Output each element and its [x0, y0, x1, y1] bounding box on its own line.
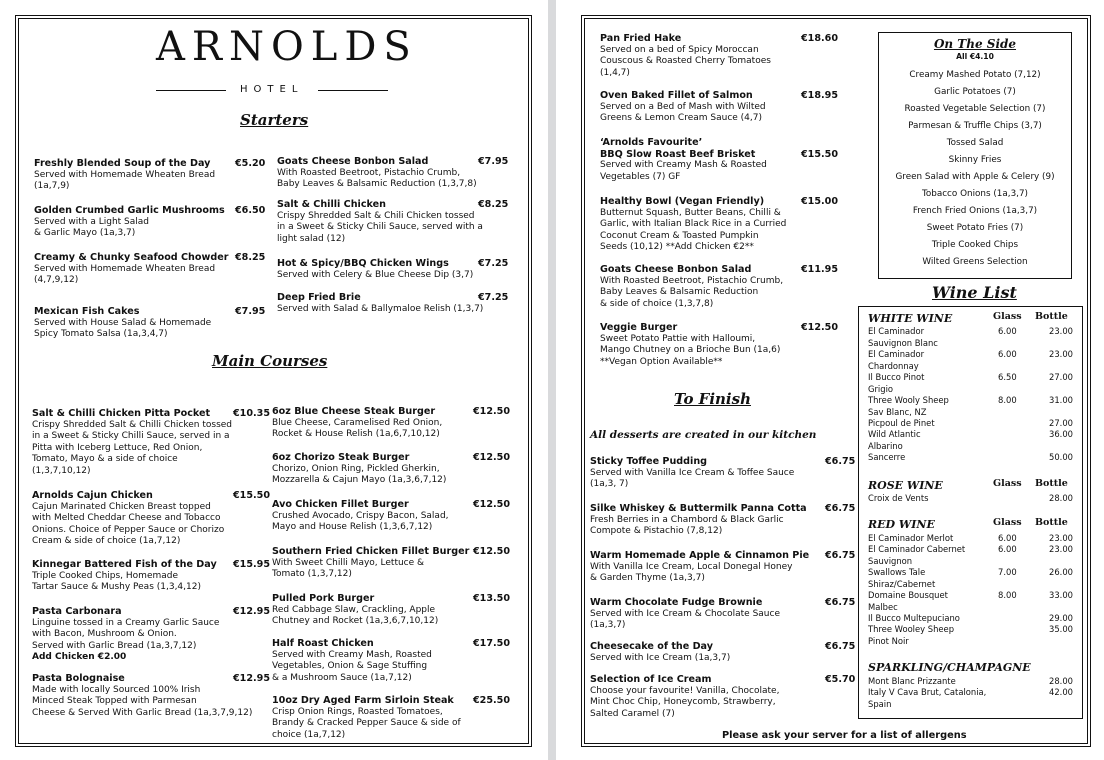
menu-item [600, 137, 841, 183]
side-dish-item: Roasted Vegetable Selection (7) [904, 104, 1046, 114]
menu-item [590, 550, 865, 585]
item-name: Salt & Chilli Chicken [277, 199, 386, 210]
item-price: €5.20 [235, 158, 266, 169]
wine-name: Swallows Tale Shiraz/Cabernet [868, 567, 936, 589]
item-price: €7.25 [478, 258, 509, 269]
item-description: Blue Cheese, Caramelised Red Onion, Rocket & House Relish (1a,6,7,10,12) [272, 417, 443, 440]
item-name: Half Roast Chicken [272, 638, 374, 649]
item-price: €8.25 [235, 252, 266, 263]
item-price: €15.00 [801, 196, 839, 207]
item-price: €12.50 [473, 406, 511, 417]
menu-item [277, 258, 518, 281]
menu-item [32, 490, 273, 548]
menu-item [600, 264, 841, 310]
item-name: Creamy & Chunky Seafood Chowder [34, 252, 229, 263]
item-price: €12.95 [233, 606, 271, 617]
side-dish-item: Wilted Greens Selection [922, 257, 1028, 267]
item-description: Crispy Shredded Salt & Chili Chicken tossed in a Sweet & Sticky Chili Sauce, served with a light salad (12) [277, 210, 483, 244]
allergens-note: Please ask your server for a list of allergens [722, 730, 967, 741]
item-price: €6.75 [825, 597, 856, 608]
item-price: €6.75 [825, 456, 856, 467]
wine-bottle-price: 29.00 [1049, 613, 1073, 623]
item-description: Served with Homemade Wheaten Bread (4,7,9,12) [34, 263, 216, 286]
glass-column-header: Glass [993, 517, 1022, 528]
item-price: €6.75 [825, 641, 856, 652]
item-description: Red Cabbage Slaw, Crackling, Apple Chutney and Rocket (1a,3,6,7,10,12) [272, 604, 439, 627]
menu-item [32, 606, 273, 664]
menu-item [600, 196, 841, 254]
hotel-subtitle: HOTEL [240, 84, 304, 95]
item-description: Crushed Avocado, Crispy Bacon, Salad, Mayo and House Relish (1,3,6,7,12) [272, 510, 449, 533]
item-name: Pulled Pork Burger [272, 593, 375, 604]
item-name: Goats Cheese Bonbon Salad [277, 156, 429, 167]
menu-item [600, 90, 841, 125]
item-price: €6.75 [825, 503, 856, 514]
item-name: Oven Baked Fillet of Salmon [600, 90, 753, 101]
item-name: Kinnegar Battered Fish of the Day [32, 559, 217, 570]
item-price: €18.60 [801, 33, 839, 44]
wine-glass-price: 8.00 [998, 590, 1017, 600]
wine-row [868, 452, 1073, 464]
wine-name: Three Wooley Sheep Pinot Noir [868, 624, 955, 646]
wine-bottle-price: 23.00 [1049, 349, 1073, 359]
item-description: Chorizo, Onion Ring, Pickled Gherkin, Mozzarella & Cajun Mayo (1a,3,6,7,12) [272, 463, 447, 486]
wine-name: Il Bucco Multepuciano [868, 613, 960, 623]
item-price: €8.25 [478, 199, 509, 210]
item-description: Cajun Marinated Chicken Breast topped with Melted Cheddar Cheese and Tobacco Onions. Choice of Pepper Sauce or Chorizo Cream & side of choice (1a,7,12) [32, 501, 225, 547]
menu-item [277, 199, 518, 245]
item-description: Linguine tossed in a Creamy Garlic Sauce with Bacon, Mushroom & Onion. Served with Garlic Bread (1a,3,7,12) [32, 617, 220, 651]
item-description: Served with a Light Salad & Garlic Mayo (1a,3,7) [34, 216, 149, 239]
section-title-main-courses: Main Courses [212, 352, 328, 370]
wine-bottle-price: 35.00 [1049, 624, 1073, 634]
glass-column-header: Glass [993, 478, 1022, 489]
menu-item [600, 33, 841, 79]
item-name: Salt & Chilli Chicken Pitta Pocket [32, 408, 211, 419]
item-name: Sticky Toffee Pudding [590, 456, 708, 467]
item-description: Served with Salad & Ballymaloe Relish (1,3,7) [277, 303, 484, 314]
wine-bottle-price: 26.00 [1049, 567, 1073, 577]
item-extra: Add Chicken €2.00 [32, 652, 127, 663]
wine-row [868, 372, 1073, 395]
item-price: €15.50 [233, 490, 271, 501]
menu-page-left [0, 0, 548, 760]
wine-name: Sancerre [868, 452, 906, 462]
wine-bottle-price: 31.00 [1049, 395, 1073, 405]
wine-row [868, 624, 1073, 647]
wine-name: Domaine Bousquet Malbec [868, 590, 948, 612]
menu-item [32, 408, 273, 478]
item-price: €11.95 [801, 264, 839, 275]
item-description: Crispy Shredded Salt & Chilli Chicken tossed in a Sweet & Sticky Chilli Sauce, served in a Pitta with Iceberg Lettuce, Red Onion, Tomato, Mayo & a side of choice (1,3,7,10,12) [32, 419, 233, 476]
wine-name: El Caminador Chardonnay [868, 349, 925, 371]
item-name: Hot & Spicy/BBQ Chicken Wings [277, 258, 449, 269]
item-description: Served with Celery & Blue Cheese Dip (3,7) [277, 269, 474, 280]
menu-page-right [556, 0, 1104, 760]
item-description: Served with Creamy Mash & Roasted Vegetables (7) GF [600, 160, 767, 182]
item-price: €6.75 [825, 550, 856, 561]
item-description: With Roasted Beetroot, Pistachio Crumb, Baby Leaves & Balsamic Reduction (1,3,7,8) [277, 167, 477, 190]
menu-item [590, 597, 865, 632]
wine-row [868, 590, 1073, 613]
wine-section-title: RED WINE [868, 518, 935, 531]
wine-name: El Caminador Cabernet Sauvignon [868, 544, 966, 566]
section-title-to-finish: To Finish [674, 390, 751, 408]
side-dish-item: Tobacco Onions (1a,3,7) [921, 189, 1028, 199]
item-name: Warm Chocolate Fudge Brownie [590, 597, 763, 608]
sides-price: All €4.10 [956, 52, 994, 61]
wine-name: El Caminador Merlot [868, 533, 954, 543]
item-description: Served with Creamy Mash, Roasted Vegetables, Onion & Sage Stuffing & a Mushroom Sauce (1a,7,12) [272, 649, 432, 683]
menu-item [34, 158, 275, 193]
item-price: €12.95 [233, 673, 271, 684]
wine-list-title: Wine List [932, 283, 1017, 302]
wine-glass-price: 6.00 [998, 544, 1017, 554]
wine-section-title: SPARKLING/CHAMPAGNE [868, 661, 1031, 674]
item-description: Made with locally Sourced 100% Irish Minced Steak Topped with Parmesan Cheese & Served With Garlic Bread (1a,3,7,9,12) [32, 684, 253, 718]
item-price: €25.50 [473, 695, 511, 706]
wine-name: Three Wooly Sheep Sav Blanc, NZ [868, 395, 949, 417]
item-description: Sweet Potato Pattie with Halloumi, Mango Chutney on a Brioche Bun (1a,6) **Vegan Option Available** [600, 333, 781, 367]
wine-name: Italy V Cava Brut, Catalonia, Spain [868, 687, 987, 709]
side-dish-item: Tossed Salad [946, 138, 1004, 148]
item-description: Served with House Salad & Homemade Spicy Tomato Salsa (1a,3,4,7) [34, 317, 212, 340]
wine-bottle-price: 28.00 [1049, 493, 1073, 503]
item-name: Freshly Blended Soup of the Day [34, 158, 211, 169]
section-title-starters: Starters [240, 111, 309, 129]
wine-row [868, 395, 1073, 418]
item-price: €17.50 [473, 638, 511, 649]
wine-row [868, 676, 1073, 688]
item-price: €7.95 [235, 306, 266, 317]
wine-row [868, 544, 1073, 567]
wine-bottle-price: 28.00 [1049, 676, 1073, 686]
item-name: Selection of Ice Cream [590, 674, 712, 685]
item-description: With Sweet Chilli Mayo, Lettuce & Tomato (1,3,7,12) [272, 557, 425, 580]
item-price: €7.95 [478, 156, 509, 167]
item-price: €12.50 [473, 452, 511, 463]
item-name: Mexican Fish Cakes [34, 306, 140, 317]
item-price: €18.95 [801, 90, 839, 101]
menu-item [32, 559, 273, 594]
wine-bottle-price: 27.00 [1049, 372, 1073, 382]
side-dish-item: Garlic Potatoes (7) [934, 87, 1016, 97]
wine-name: Croix de Vents [868, 493, 929, 503]
menu-item [272, 499, 513, 534]
wine-name: Picpoul de Pinet [868, 418, 935, 428]
menu-item [590, 503, 865, 538]
item-price: €5.70 [825, 674, 856, 685]
wine-glass-price: 8.00 [998, 395, 1017, 405]
wine-bottle-price: 33.00 [1049, 590, 1073, 600]
wine-section-title: WHITE WINE [868, 312, 953, 325]
item-price: €7.25 [478, 292, 509, 303]
menu-item [272, 546, 513, 581]
item-description: Served with Ice Cream & Chocolate Sauce (1a,3,7) [590, 608, 780, 631]
item-description: Butternut Squash, Butter Beans, Chilli & Garlic, with Italian Black Rice in a Curried Coconut Cream & Toasted Pumpkin Seeds (10,12) **Add Chicken €2** [600, 207, 787, 253]
side-dish-item: Triple Cooked Chips [931, 240, 1019, 250]
item-name: Goats Cheese Bonbon Salad [600, 264, 752, 275]
wine-glass-price: 6.00 [998, 326, 1017, 336]
wine-row [868, 418, 1073, 430]
side-dish-item: Skinny Fries [948, 155, 1002, 165]
item-price: €15.50 [801, 148, 839, 160]
item-description: Served with Vanilla Ice Cream & Toffee Sauce (1a,3, 7) [590, 467, 795, 490]
item-price: €12.50 [473, 546, 511, 557]
bottle-column-header: Bottle [1035, 478, 1068, 489]
item-name: Pan Fried Hake [600, 33, 682, 44]
wine-row [868, 349, 1073, 372]
wine-bottle-price: 36.00 [1049, 429, 1073, 439]
menu-item [277, 156, 518, 191]
hotel-logo: ARNOLDS [156, 24, 418, 70]
wine-name: El Caminador Sauvignon Blanc [868, 326, 938, 348]
side-dish-item: Green Salad with Apple & Celery (9) [895, 172, 1055, 182]
item-name: Golden Crumbed Garlic Mushrooms [34, 205, 225, 216]
wine-name: Il Bucco Pinot Grigio [868, 372, 925, 394]
wine-bottle-price: 42.00 [1049, 687, 1073, 697]
sides-title: On The Side [933, 37, 1017, 51]
item-price: €12.50 [473, 499, 511, 510]
item-price: €10.35 [233, 408, 271, 419]
wine-bottle-price: 50.00 [1049, 452, 1073, 462]
wine-glass-price: 6.00 [998, 533, 1017, 543]
logo-rule-left [156, 90, 226, 91]
wine-row [868, 567, 1073, 590]
item-description: Crisp Onion Rings, Roasted Tomatoes, Brandy & Cracked Pepper Sauce & side of choice (1a,7,12) [272, 706, 461, 740]
menu-item [34, 252, 275, 287]
menu-item [600, 322, 841, 368]
item-name: Veggie Burger [600, 322, 678, 333]
wine-row [868, 493, 1073, 505]
item-description: With Roasted Beetroot, Pistachio Crumb, Baby Leaves & Balsamic Reduction & side of choice (1,3,7,8) [600, 275, 784, 309]
wine-section-title: ROSE WINE [868, 479, 943, 492]
item-name: 6oz Chorizo Steak Burger [272, 452, 410, 463]
wine-list-box [858, 306, 1083, 719]
desserts-note: All desserts are created in our kitchen [590, 429, 817, 441]
item-name: Southern Fried Chicken Fillet Burger [272, 546, 470, 557]
wine-glass-price: 7.00 [998, 567, 1017, 577]
logo-rule-right [318, 90, 388, 91]
side-dish-item: Creamy Mashed Potato (7,12) [909, 70, 1041, 80]
wine-glass-price: 6.50 [998, 372, 1017, 382]
menu-item [34, 205, 275, 240]
wine-bottle-price: 23.00 [1049, 326, 1073, 336]
item-name: Pasta Bolognaise [32, 673, 125, 684]
wine-row [868, 326, 1073, 349]
item-description: Triple Cooked Chips, Homemade Tartar Sauce & Mushy Peas (1,3,4,12) [32, 570, 201, 593]
wine-bottle-price: 27.00 [1049, 418, 1073, 428]
menu-item [272, 406, 513, 441]
item-name: Silke Whiskey & Buttermilk Panna Cotta [590, 503, 807, 514]
menu-item [32, 673, 273, 719]
item-name: Arnolds Cajun Chicken [32, 490, 153, 501]
wine-glass-price: 6.00 [998, 349, 1017, 359]
side-dish-item: French Fried Onions (1a,3,7) [912, 206, 1038, 216]
wine-row [868, 533, 1073, 545]
item-name: Avo Chicken Fillet Burger [272, 499, 409, 510]
glass-column-header: Glass [993, 311, 1022, 322]
menu-item [272, 638, 513, 684]
item-price: €15.95 [233, 559, 271, 570]
wine-bottle-price: 23.00 [1049, 533, 1073, 543]
side-dish-item: Sweet Potato Fries (7) [926, 223, 1024, 233]
item-price: €13.50 [473, 593, 511, 604]
item-description: Choose your favourite! Vanilla, Chocolate, Mint Choc Chip, Honeycomb, Strawberry, Salted Caramel (7) [590, 685, 780, 719]
item-description: Fresh Berries in a Chambord & Black Garlic Compote & Pistachio (7,8,12) [590, 514, 784, 537]
item-name: 6oz Blue Cheese Steak Burger [272, 406, 436, 417]
item-description: Served on a bed of Spicy Moroccan Couscous & Roasted Cherry Tomatoes (1,4,7) [600, 44, 771, 78]
menu-item [272, 695, 513, 741]
wine-name: Wild Atlantic Albarino [868, 429, 921, 451]
menu-item [590, 641, 865, 664]
item-description: Served on a Bed of Mash with Wilted Greens & Lemon Cream Sauce (4,7) [600, 101, 766, 124]
item-name: ‘Arnolds Favourite’ BBQ Slow Roast Beef Brisket [600, 137, 756, 160]
bottle-column-header: Bottle [1035, 311, 1068, 322]
wine-row [868, 687, 1073, 710]
menu-item [272, 593, 513, 628]
wine-bottle-price: 23.00 [1049, 544, 1073, 554]
sides-list [879, 67, 1071, 271]
menu-item [272, 452, 513, 487]
item-name: Healthy Bowl (Vegan Friendly) [600, 196, 765, 207]
wine-row [868, 429, 1073, 452]
item-price: €12.50 [801, 322, 839, 333]
wine-name: Mont Blanc Prizzante [868, 676, 956, 686]
bottle-column-header: Bottle [1035, 517, 1068, 528]
item-name: Deep Fried Brie [277, 292, 361, 303]
item-name: 10oz Dry Aged Farm Sirloin Steak [272, 695, 454, 706]
menu-item [590, 456, 865, 491]
item-name: Pasta Carbonara [32, 606, 122, 617]
item-name: Cheesecake of the Day [590, 641, 713, 652]
menu-item [277, 292, 518, 315]
menu-item [590, 674, 865, 720]
item-price: €6.50 [235, 205, 266, 216]
wine-row [868, 613, 1073, 625]
item-description: With Vanilla Ice Cream, Local Donegal Honey & Garden Thyme (1a,3,7) [590, 561, 793, 584]
item-description: Served with Ice Cream (1a,3,7) [590, 652, 731, 663]
menu-item [34, 306, 275, 341]
item-description: Served with Homemade Wheaten Bread (1a,7,9) [34, 169, 216, 192]
side-dish-item: Parmesan & Truffle Chips (3,7) [908, 121, 1042, 131]
item-name: Warm Homemade Apple & Cinnamon Pie [590, 550, 810, 561]
sides-box [878, 32, 1072, 279]
